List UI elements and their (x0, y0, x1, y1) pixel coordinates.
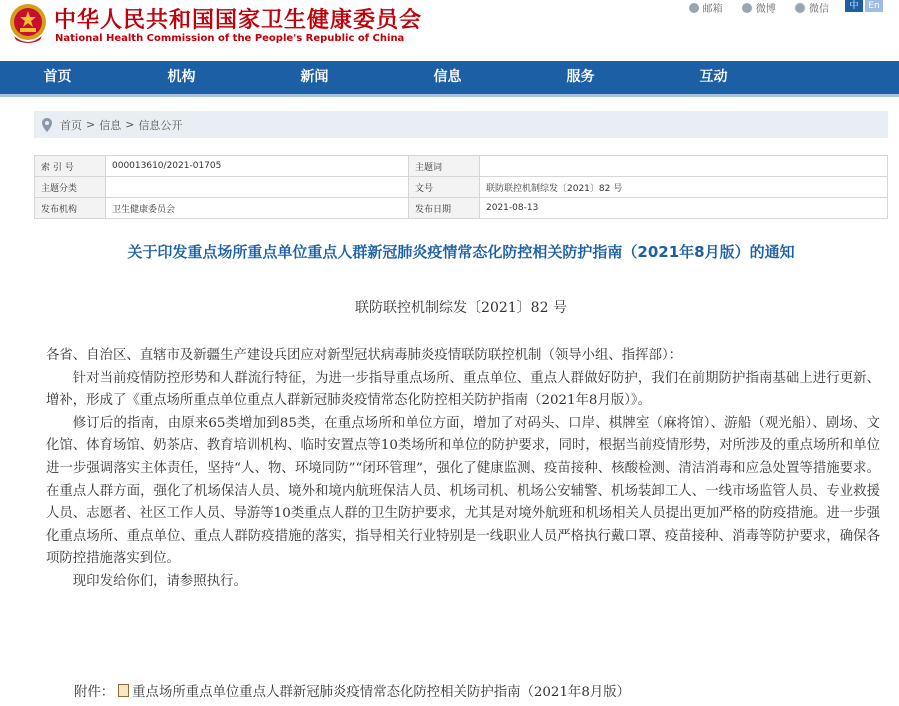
nav-item-interaction[interactable]: 互动 (699, 69, 728, 85)
mail-link[interactable]: 邮箱 (689, 0, 723, 15)
top-links (673, 0, 829, 16)
document-number-value: 联防联控机制综发〔2021〕82 号 (480, 177, 888, 198)
site-header (0, 0, 899, 60)
nav-divider (0, 94, 899, 97)
attachment-link[interactable]: 重点场所重点单位重点人群新冠肺炎疫情常态化防控相关防护指南（2021年8月版） (132, 685, 631, 700)
index-number-value: 000013610/2021-01705 (106, 156, 409, 177)
article-title: 关于印发重点场所重点单位重点人群新冠肺炎疫情常态化防控相关防护指南（2021年8月版）的通知 (127, 243, 795, 261)
paragraph-3: 现印发给你们，请参照执行。 (72, 573, 247, 589)
file-icon (118, 684, 129, 697)
breadcrumb-separator: > (125, 118, 135, 131)
subject-words-label: 主题词 (409, 156, 480, 177)
nav-item-services[interactable]: 服务 (566, 69, 595, 85)
site-title[interactable]: 中华人民共和国国家卫生健康委员会 (54, 8, 423, 33)
nav-item-home[interactable]: 首页 (43, 69, 72, 85)
attachment (74, 681, 630, 700)
paragraph-1: 针对当前疫情防控形势和人群流行特征，为进一步指导重点场所、重点单位、重点人群做好防护，我们在前期防护指南基础上进行更新、增补，形成了《重点场所重点单位重点人群新冠肺炎疫情常态化防控相关防护指南（2021年8月版）》。 (46, 370, 880, 409)
breadcrumb-information[interactable]: 信息 (99, 118, 122, 132)
document-number-label: 文号 (409, 177, 480, 198)
document-meta-table (34, 155, 888, 219)
document-number: 联防联控机制综发〔2021〕82 号 (355, 300, 567, 316)
weibo-link[interactable]: 微博 (742, 0, 776, 15)
wechat-icon (795, 3, 805, 13)
national-emblem-icon (8, 2, 48, 46)
table-row (35, 177, 888, 198)
breadcrumb (34, 111, 888, 138)
mail-icon (689, 3, 699, 13)
publish-date-value: 2021-08-13 (480, 198, 888, 219)
location-pin-icon (42, 118, 52, 132)
weibo-icon (742, 3, 752, 13)
salutation: 各省、自治区、直辖市及新疆生产建设兵团应对新型冠状病毒肺炎疫情联防联控机制（领导小组、指挥部）： (46, 348, 683, 363)
breadcrumb-separator: > (86, 118, 96, 131)
nav-item-information[interactable]: 信息 (433, 69, 462, 85)
publish-date-label: 发布日期 (409, 198, 480, 219)
article-body (46, 345, 880, 594)
nav-item-organization[interactable]: 机构 (167, 69, 196, 85)
table-row (35, 198, 888, 219)
paragraph-2: 修订后的指南，由原来65类增加到85类，在重点场所和单位方面，增加了对码头、口岸、棋牌室（麻将馆）、游船（观光船）、剧场、文化馆、体育场馆、奶茶店、教育培训机构、临时安置点等10类场所和单位的防护要求，同时，根据当前疫情形势，对所涉及的重点场所和单位进一步强调落实主体责任，坚持“人、物、环境同防”“闭环管理”，强化了健康监测、疫苗接种、核酸检测、清洁消毒和应急处置等措施要求。在重点人群方面，强化了机场保洁人员、境外和境内航班保洁人员、机场司机、机场公安辅警、机场装卸工人、一线市场监管人员、专业救援人员、志愿者、社区工作人员、导游等10类重点人群的卫生防护要求，尤其是对境外航班和机场相关人员提出更加严格的防疫措施。进一步强化重点场所、重点单位、重点人群防疫措施的落实，指导相关行业特别是一线职业人员严格执行戴口罩、疫苗接种、消毒等防护要求，确保各项防控措施落实到位。 (46, 415, 880, 567)
subject-words-value (480, 156, 888, 177)
wechat-link[interactable]: 微信 (795, 0, 829, 15)
publisher-label: 发布机构 (35, 198, 106, 219)
category-label: 主题分类 (35, 177, 106, 198)
site-title-english: National Health Commission of the People's Republic of China (55, 33, 405, 44)
breadcrumb-home[interactable]: 首页 (60, 118, 82, 132)
main-nav (0, 61, 899, 94)
language-switch (845, 0, 883, 12)
category-value (106, 177, 409, 198)
index-number-label: 索 引 号 (35, 156, 106, 177)
attachment-label: 附件： (74, 685, 115, 700)
lang-chinese-button[interactable]: 中 (845, 0, 863, 12)
breadcrumb-disclosure[interactable]: 信息公开 (138, 118, 183, 132)
publisher-value: 卫生健康委员会 (106, 198, 409, 219)
table-row (35, 156, 888, 177)
nav-item-news[interactable]: 新闻 (300, 69, 329, 85)
lang-english-button[interactable]: En (865, 0, 883, 12)
